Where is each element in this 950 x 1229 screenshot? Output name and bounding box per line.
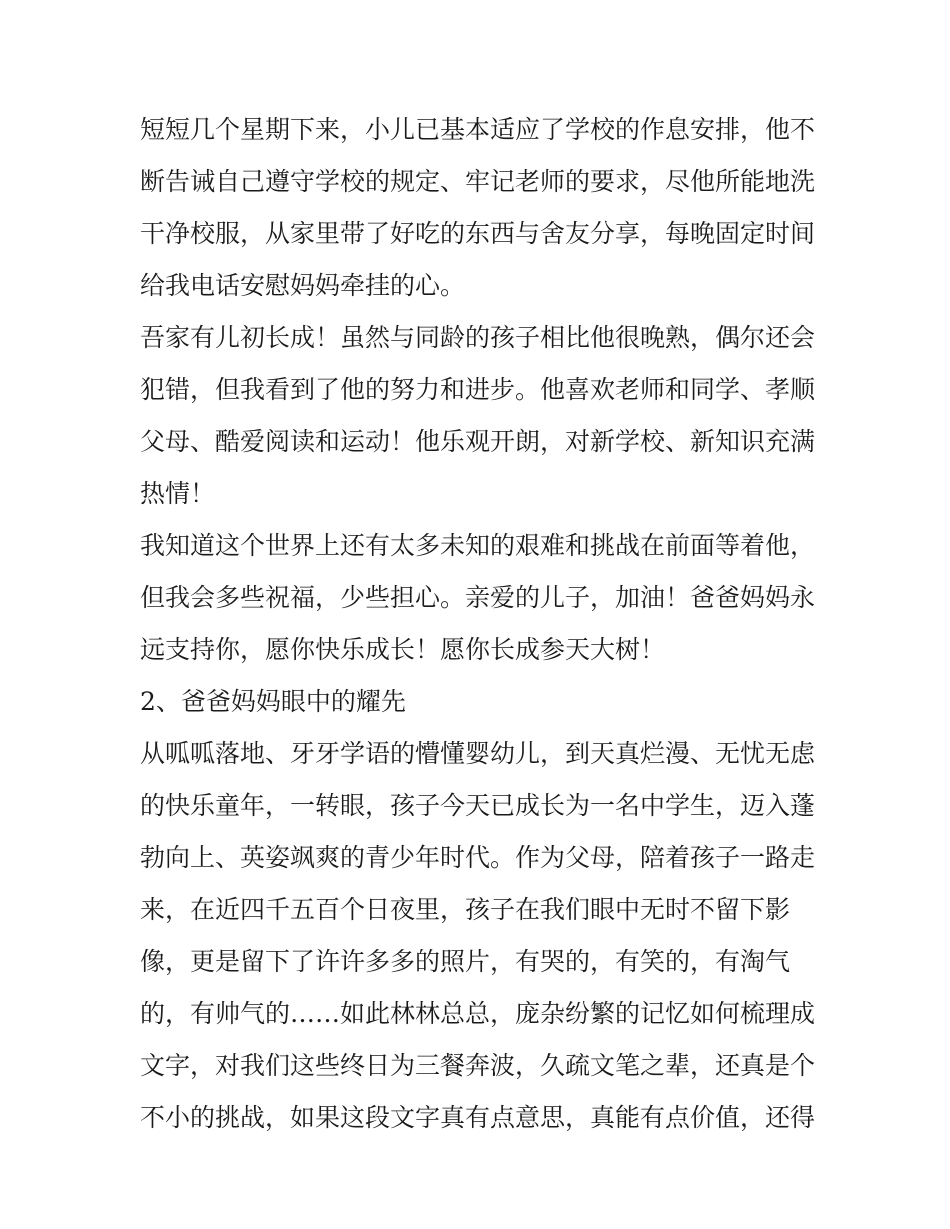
text-line: 但我会多些祝福，少些担心。亲爱的儿子，加油！爸爸妈妈永 — [140, 583, 816, 612]
text-line: 文字，对我们这些终日为三餐奔波，久疏文笔之辈，还真是个 — [140, 1051, 816, 1080]
text-line: 的快乐童年，一转眼，孩子今天已成长为一名中学生，迈入蓬 — [140, 791, 816, 820]
text-line: 父母、酷爱阅读和运动！他乐观开朗，对新学校、新知识充满 — [140, 427, 816, 456]
text-line: 热情！ — [140, 479, 216, 508]
text-line: 犯错，但我看到了他的努力和进步。他喜欢老师和同学、孝顺 — [140, 375, 816, 404]
text-line: 我知道这个世界上还有太多未知的艰难和挑战在前面等着他， — [140, 531, 816, 560]
text-line: 从呱呱落地、牙牙学语的懵懂婴幼儿，到天真烂漫、无忧无虑 — [140, 739, 816, 768]
text-line: 吾家有儿初长成！虽然与同龄的孩子相比他很晚熟，偶尔还会 — [140, 323, 816, 352]
text-line: 干净校服，从家里带了好吃的东西与舍友分享，每晚固定时间 — [140, 219, 816, 248]
text-line: 不小的挑战，如果这段文字真有点意思，真能有点价值，还得 — [140, 1103, 816, 1132]
text-line: 断告诫自己遵守学校的规定、牢记老师的要求，尽他所能地洗 — [140, 167, 816, 196]
text-line: 短短几个星期下来，小儿已基本适应了学校的作息安排，他不 — [140, 115, 816, 144]
text-line: 像，更是留下了许许多多的照片，有哭的，有笑的，有淘气 — [140, 947, 791, 976]
text-line: 远支持你，愿你快乐成长！愿你长成参天大树！ — [140, 635, 666, 664]
text-line: 的，有帅气的……如此林林总总，庞杂纷繁的记忆如何梳理成 — [140, 999, 816, 1028]
text-line: 给我电话安慰妈妈牵挂的心。 — [140, 271, 466, 300]
document-body — [140, 104, 820, 1144]
text-line: 来，在近四千五百个日夜里，孩子在我们眼中无时不留下影 — [140, 895, 791, 924]
text-line: 勃向上、英姿飒爽的青少年时代。作为父母，陪着孩子一路走 — [140, 843, 816, 872]
section-heading: 2、爸爸妈妈眼中的耀先 — [140, 687, 406, 716]
